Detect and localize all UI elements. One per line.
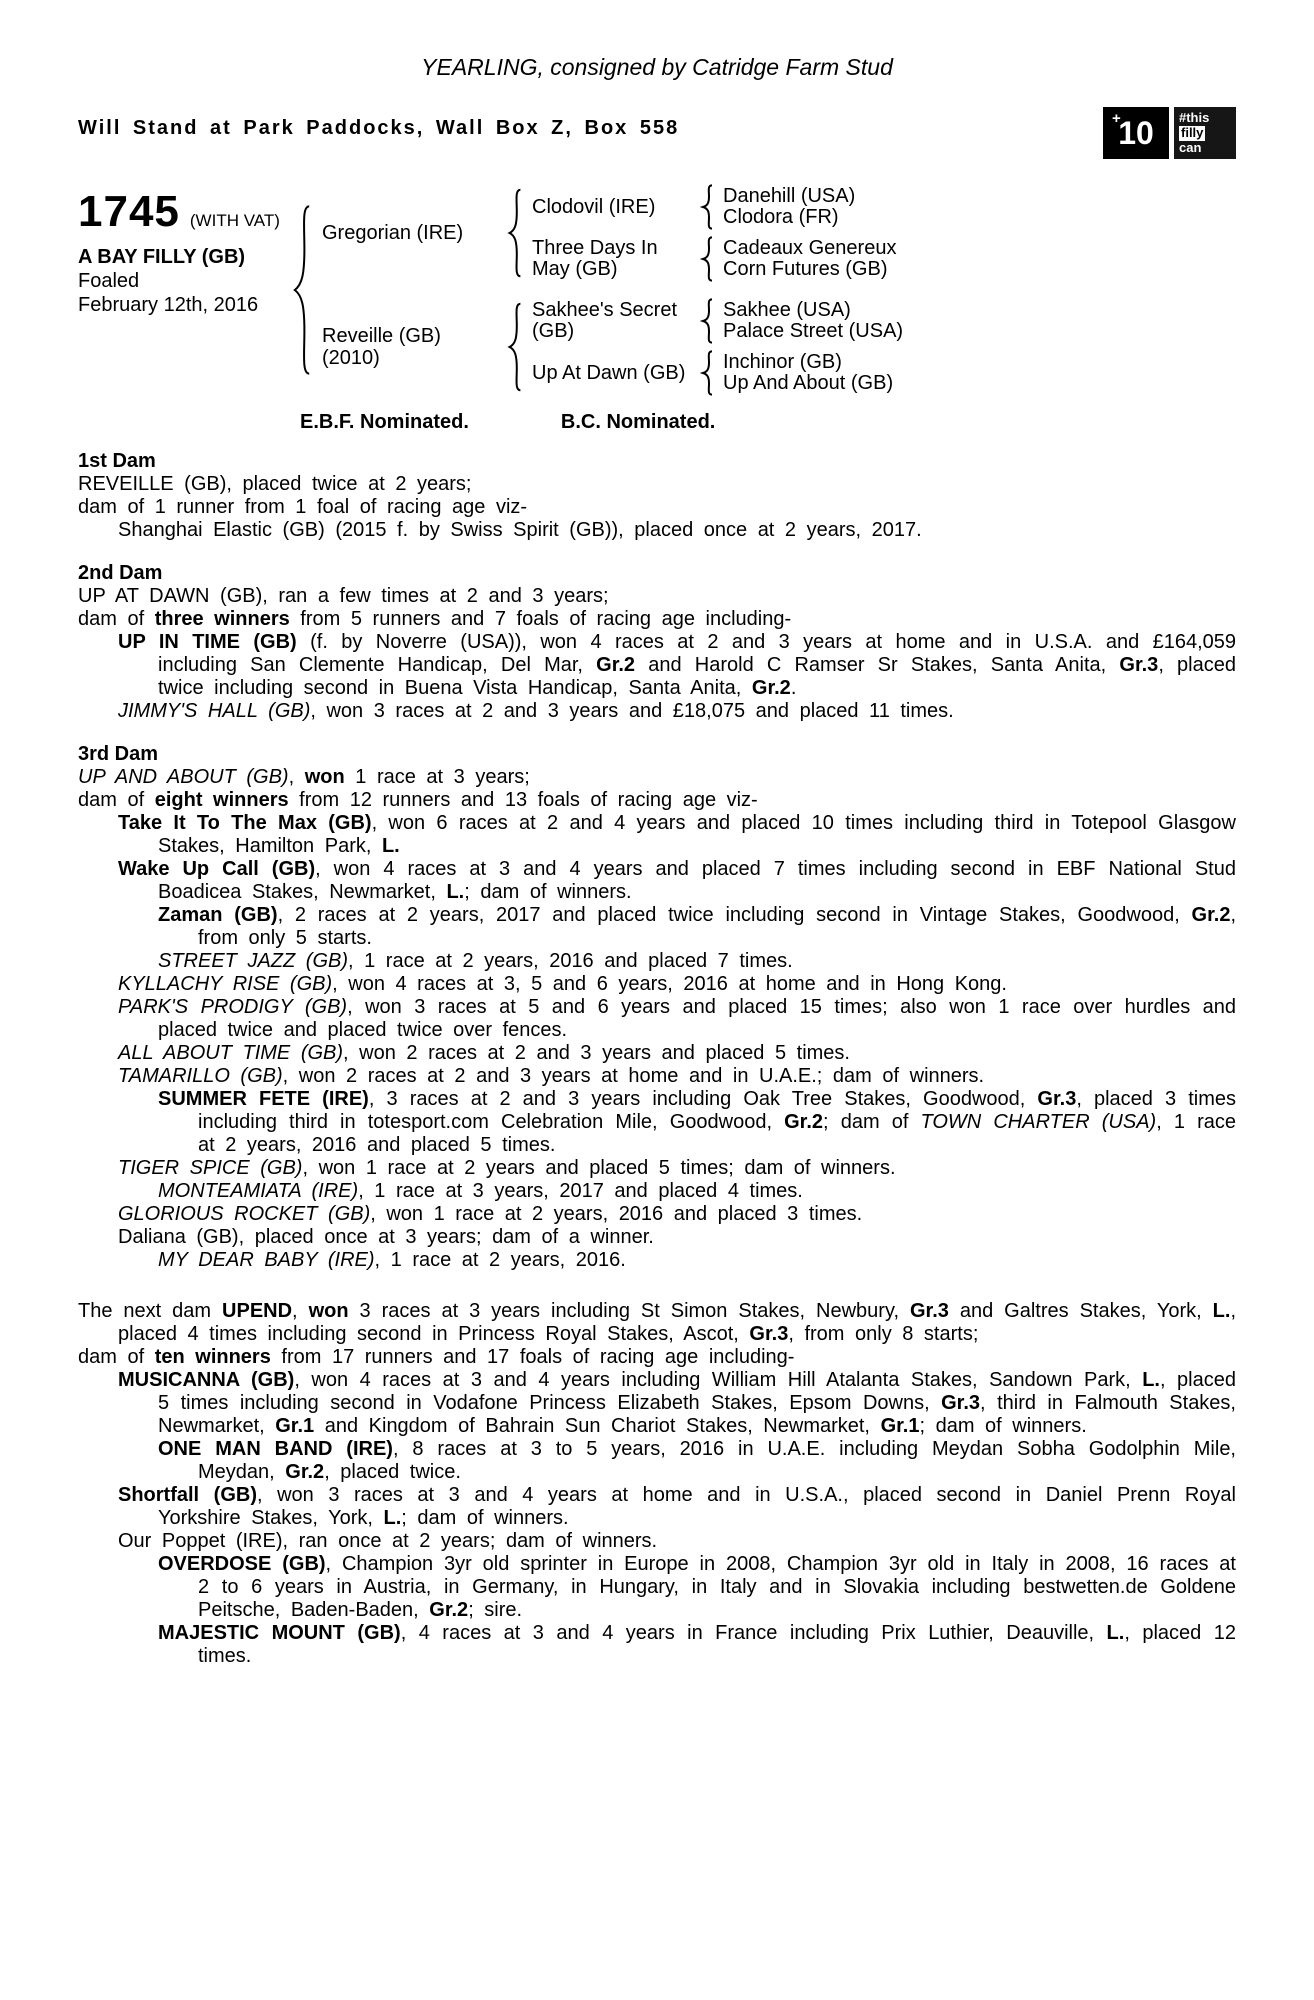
pedigree-paragraph: MY DEAR BABY (IRE), 1 race at 2 years, 2016. <box>158 1249 626 1271</box>
ancestor-name: Cadeaux Genereux <box>723 237 897 259</box>
horse-description: A BAY FILLY (GB) <box>78 246 246 268</box>
pedigree-paragraph: Shortfall (GB), won 3 races at 3 and 4 years at home and in U.S.A., placed second in Daniel Prenn Royal Yorkshire Stakes, York, L.; dam of winners. <box>118 1484 1236 1529</box>
dam-dam-parents <box>715 352 893 394</box>
dam-sire-parents <box>715 300 903 342</box>
brace-icon <box>700 350 715 396</box>
pedigree-paragraph: Shanghai Elastic (GB) (2015 f. by Swiss Spirit (GB)), placed once at 2 years, 2017. <box>118 519 922 541</box>
lot-number-row <box>78 187 290 237</box>
dam-sire-row <box>524 298 903 344</box>
sire-group <box>314 181 903 285</box>
stand-location: Will Stand at Park Paddocks, Wall Box Z, Box 558 <box>78 117 680 139</box>
dam-parents <box>524 295 903 399</box>
ebf-nominated: E.B.F. Nominated. <box>300 411 469 433</box>
sire-sire-name: Clodovil (IRE) <box>532 195 656 218</box>
vat-note: (WITH VAT) <box>189 211 280 230</box>
ancestor-name: Palace Street (USA) <box>723 320 904 342</box>
brace-icon <box>700 236 715 282</box>
ancestor-name: Corn Futures (GB) <box>723 258 888 280</box>
lot-info <box>78 181 290 317</box>
sire-parents <box>524 181 896 285</box>
dam-year: (2010) <box>322 347 380 369</box>
dam-section-header: 3rd Dam <box>78 743 159 765</box>
pedigree-paragraph: MONTEAMIATA (IRE), 1 race at 3 years, 2017 and placed 4 times. <box>158 1180 803 1202</box>
pedigree-paragraph: PARK'S PRODIGY (GB), won 3 races at 5 and 6 years and placed 15 times; also won 1 race over hurdles and placed twice and placed twice over fences. <box>118 996 1236 1041</box>
pedigree-paragraph: Our Poppet (IRE), ran once at 2 years; dam of winners. <box>118 1530 658 1552</box>
book-number: 10 <box>1118 114 1154 151</box>
bc-nominated: B.C. Nominated. <box>560 411 716 433</box>
sire-dam-name: Three Days In May (GB) <box>532 237 658 280</box>
pedigree-paragraph: KYLLACHY RISE (GB), won 4 races at 3, 5 and 6 years, 2016 at home and in Hong Kong. <box>118 973 1007 995</box>
pedigree-paragraph: UP IN TIME (GB) (f. by Noverre (USA)), won 4 races at 2 and 3 years at home and in U.S.A. and £164,059 including San Clemente Handicap, Del Mar, Gr.2 and Harold C Ramser Sr Stakes, Santa Anita, Gr.3, placed twice including second in Buena Vista Handicap, Santa Anita, Gr.2. <box>118 631 1236 699</box>
dam-dam-name: Up At Dawn (GB) <box>532 361 686 384</box>
pedigree-paragraph: REVEILLE (GB), placed twice at 2 years; <box>78 473 472 495</box>
brace-icon <box>700 184 715 230</box>
pedigree-paragraph: ALL ABOUT TIME (GB), won 2 races at 2 and 3 years and placed 5 times. <box>118 1042 850 1064</box>
brace-icon <box>506 301 524 393</box>
foaled-label: Foaled <box>78 270 140 292</box>
pedigree-paragraph: dam of eight winners from 12 runners and 13 foals of racing age viz- <box>78 789 758 811</box>
ancestor-name: Sakhee (USA) <box>723 299 851 321</box>
pedigree-paragraph: The next dam UPEND, won 3 races at 3 years including St Simon Stakes, Newbury, Gr.3 and Galtres Stakes, York, L., placed 4 times including second in Princess Royal Stakes, Ascot, Gr.3, from only 8 starts; <box>78 1300 1236 1345</box>
pedigree-paragraph: JIMMY'S HALL (GB), won 3 races at 2 and 3 years and £18,075 and placed 11 times. <box>118 700 954 722</box>
page-title: YEARLING, consigned by Catridge Farm Stud <box>421 54 893 80</box>
brace-icon <box>506 187 524 279</box>
sire-sire-parents <box>715 186 855 228</box>
pedigree-paragraph: Zaman (GB), 2 races at 2 years, 2017 and placed twice including second in Vintage Stakes, Goodwood, Gr.2, from only 5 starts. <box>158 904 1237 949</box>
pedigree-paragraph: UP AT DAWN (GB), ran a few times at 2 and 3 years; <box>78 585 609 607</box>
tag-line-3: can <box>1179 139 1202 155</box>
pedigree-paragraph: MUSICANNA (GB), won 4 races at 3 and 4 years including William Hill Atalanta Stakes, Sandown Park, L., placed 5 times including second in Vodafone Princess Elizabeth Stakes, Epsom Downs, Gr.3, third in Falmouth Stakes, Newmarket, Gr.1 and Kingdom of Bahrain Sun Chariot Stakes, Newmarket, Gr.1; dam of winners. <box>118 1369 1236 1437</box>
foaled-date: February 12th, 2016 <box>78 294 259 316</box>
pedigree-paragraph: STREET JAZZ (GB), 1 race at 2 years, 2016 and placed 7 times. <box>158 950 793 972</box>
dam-group <box>314 295 903 399</box>
dam-sire-name: Sakhee's Secret (GB) <box>532 299 678 342</box>
nomination-row <box>300 411 1236 434</box>
pedigree-paragraph: dam of 1 runner from 1 foal of racing age viz- <box>78 496 528 518</box>
dam-name-block <box>314 325 506 369</box>
book-10-logo <box>1103 107 1169 159</box>
tag-line-2: filly <box>1181 124 1204 140</box>
pedigree-paragraph: Take It To The Max (GB), won 6 races at 2 and 4 years and placed 10 times including third in Totepool Glasgow Stakes, Hamilton Park, L. <box>118 812 1236 857</box>
pedigree-paragraph: TAMARILLO (GB), won 2 races at 2 and 3 years at home and in U.A.E.; dam of winners. <box>118 1065 985 1087</box>
brace-icon <box>700 298 715 344</box>
pedigree-paragraph: GLORIOUS ROCKET (GB), won 1 race at 2 years, 2016 and placed 3 times. <box>118 1203 863 1225</box>
ancestor-name: Danehill (USA) <box>723 185 856 207</box>
dam-section-header: 2nd Dam <box>78 562 163 584</box>
pedigree-paragraph: Daliana (GB), placed once at 3 years; dam of a winner. <box>118 1226 654 1248</box>
this-filly-can-logo <box>1174 107 1236 159</box>
pedigree-paragraph: TIGER SPICE (GB), won 1 race at 2 years and placed 5 times; dam of winners. <box>118 1157 896 1179</box>
dam-dam-row <box>524 350 903 396</box>
tag-line-1: #this <box>1179 110 1210 125</box>
dam-section-header: 1st Dam <box>78 450 156 472</box>
pedigree-paragraph: SUMMER FETE (IRE), 3 races at 2 and 3 years including Oak Tree Stakes, Goodwood, Gr.3, placed 3 times including third in totesport.com Celebration Mile, Goodwood, Gr.2; dam of TOWN CHARTER (USA), 1 race at 2 years, 2016 and placed 5 times. <box>158 1088 1236 1156</box>
pedigree-paragraph: dam of three winners from 5 runners and 7 foals of racing age including- <box>78 608 792 630</box>
sire-dam-row <box>524 236 896 282</box>
sire-sire-row <box>524 184 896 230</box>
pedigree-tree <box>314 181 903 399</box>
ancestor-name: Up And About (GB) <box>723 372 894 394</box>
pedigree-paragraph: Wake Up Call (GB), won 4 races at 3 and 4 years and placed 7 times including second in EBF National Stud Boadicea Stakes, Newmarket, L.; dam of winners. <box>118 858 1236 903</box>
pedigree-paragraph: dam of ten winners from 17 runners and 17 foals of racing age including- <box>78 1346 795 1368</box>
book-logo-mark: + <box>1112 110 1121 127</box>
stand-row <box>78 107 1236 159</box>
dam-name: Reveille (GB) <box>322 325 441 347</box>
lot-number: 1745 <box>78 187 180 236</box>
pedigree-paragraph: MAJESTIC MOUNT (GB), 4 races at 3 and 4 years in France including Prix Luthier, Deauville, L., placed 12 times. <box>158 1622 1236 1667</box>
pedigree-paragraph: ONE MAN BAND (IRE), 8 races at 3 to 5 years, 2016 in U.A.E. including Meydan Sobha Godolphin Mile, Meydan, Gr.2, placed twice. <box>158 1438 1236 1483</box>
ancestor-name: Inchinor (GB) <box>723 351 842 373</box>
pedigree-paragraph: OVERDOSE (GB), Champion 3yr old sprinter in Europe in 2008, Champion 3yr old in Italy in 2008, 16 races at 2 to 6 years in Austria, in Germany, in Hungary, in Italy and in Slovakia including bestwetten.de Goldene Peitsche, Baden-Baden, Gr.2; sire. <box>158 1553 1236 1621</box>
brace-icon <box>290 201 314 379</box>
ancestor-name: Clodora (FR) <box>723 206 839 228</box>
pedigree-paragraph: UP AND ABOUT (GB), won 1 race at 3 years; <box>78 766 530 788</box>
sire-dam-parents <box>715 238 896 280</box>
pedigree-text <box>78 450 1236 1668</box>
sire-name: Gregorian (IRE) <box>322 222 464 244</box>
pedigree-table <box>78 181 1236 399</box>
sale-badge <box>1103 107 1236 159</box>
